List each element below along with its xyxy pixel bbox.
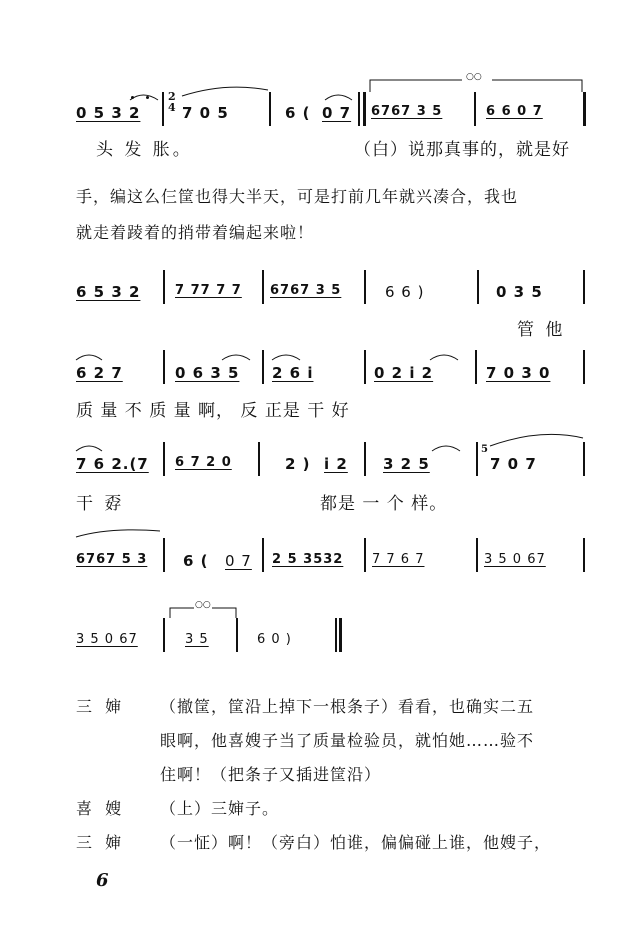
lyrics: 干 孬 xyxy=(76,494,125,514)
speaker: 喜 嫂 xyxy=(76,799,126,818)
measure-notes: 0 6 3 5 xyxy=(175,364,240,382)
prose-line: 手，编这么仨筐也得大半天，可是打前几年就兴凑合，我也 xyxy=(76,187,519,206)
measure-notes: 7 0 5 xyxy=(182,104,229,122)
dialogue-line: （上）三婶子。 xyxy=(160,799,280,818)
measure-notes: 2 6 i xyxy=(272,364,314,382)
measure-notes: 3 5 0 67 xyxy=(76,632,138,647)
lyrics: 管 他 xyxy=(517,320,566,340)
lyrics: 都是 一 个 样。 xyxy=(320,494,448,514)
measure-notes: 3 5 0 67 xyxy=(484,552,546,567)
measure-notes: 7 0 3 0 xyxy=(486,364,551,382)
repeat-mark: ○○ xyxy=(466,72,482,82)
measure-notes: 7 7 6 7 xyxy=(372,552,425,567)
lyrics: 质 量 不 质 量 啊， 反 正是 干 好 xyxy=(76,401,350,421)
speaker: 三 婶 xyxy=(76,697,126,716)
measure-notes: 6 0 ) xyxy=(257,632,292,647)
measure-notes: 0 7 xyxy=(322,104,352,122)
measure-notes: 6 ( xyxy=(183,552,209,570)
prose-line: 就走着踜着的捎带着编起来啦！ xyxy=(76,223,315,242)
time-signature-bottom: 4 xyxy=(168,101,176,114)
repeat-mark: ○○ xyxy=(195,600,211,610)
measure-notes: 6 2 7 xyxy=(76,364,123,382)
measure-notes: i 2 xyxy=(324,455,348,473)
lyrics: 头 发 胀。 xyxy=(96,140,193,160)
measure-notes: 6 5 3 2 xyxy=(76,283,141,301)
page-number: 6 xyxy=(96,870,109,891)
measure-notes: 6 7 2 0 xyxy=(175,455,232,470)
measure-notes: 6 6 ) xyxy=(385,283,425,301)
dialogue-line: 眼啊，他喜嫂子当了质量检验员，就怕她……验不 xyxy=(160,731,535,750)
speaker: 三 婶 xyxy=(76,833,126,852)
measure-notes: 0 5 3 2 xyxy=(76,104,141,122)
measure-notes: 2 ) xyxy=(285,455,311,473)
measure-notes: 7 6 2.(7 xyxy=(76,455,149,473)
dialogue-line: （撤筐，筐沿上掉下一根条子）看看，也确实二五 xyxy=(160,697,535,716)
measure-notes: 6 6 0 7 xyxy=(486,104,543,119)
time-signature-top: 2 xyxy=(168,90,176,103)
measure-notes: 6767 3 5 xyxy=(270,283,342,298)
measure-notes: 6767 5 3 xyxy=(76,552,148,567)
measure-notes: 7 0 7 xyxy=(490,455,537,473)
measure-notes: 6767 3 5 xyxy=(371,104,443,119)
dialogue-line: （一怔）啊！（旁白）怕谁，偏偏碰上谁，他嫂子， xyxy=(160,833,552,852)
measure-notes: 0 2 i 2 xyxy=(374,364,434,382)
measure-notes: 2 5 3532 xyxy=(272,552,344,567)
grace-note: 5 xyxy=(481,444,488,455)
measure-notes: 6 ( xyxy=(285,104,311,122)
measure-notes: 0 3 5 xyxy=(496,283,543,301)
measure-notes: 3 5 xyxy=(185,632,209,647)
dialogue-line: 住啊！（把条子又插进筐沿） xyxy=(160,765,382,784)
lyrics: （白）说那真事的，就是好 xyxy=(354,140,570,160)
measure-notes: 0 7 xyxy=(225,552,252,570)
measure-notes: 7 77 7 7 xyxy=(175,283,242,298)
measure-notes: 3 2 5 xyxy=(383,455,430,473)
